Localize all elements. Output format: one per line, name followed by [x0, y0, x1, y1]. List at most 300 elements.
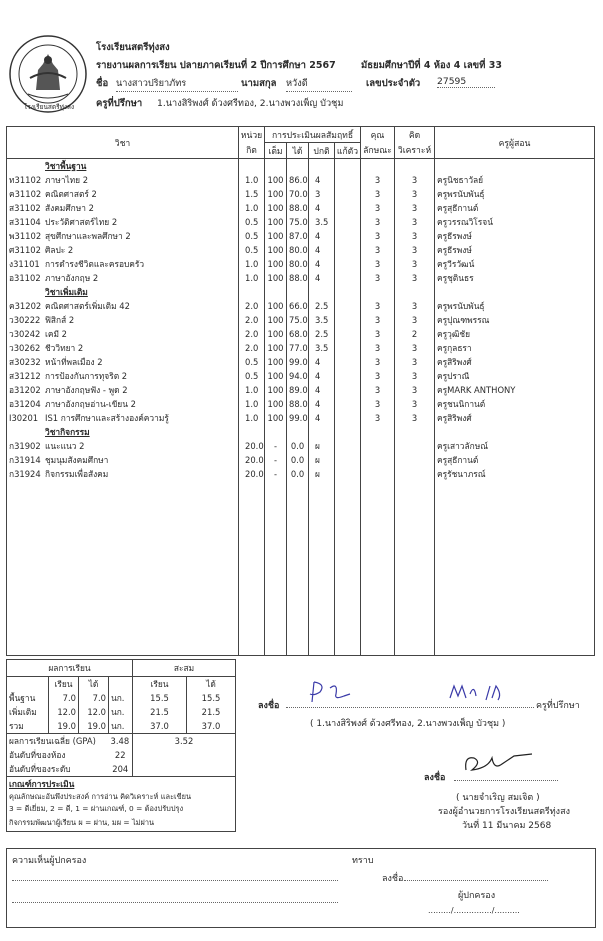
full-score-cell: -: [265, 467, 287, 481]
thinking-cell: 3: [395, 271, 435, 285]
col-full: เต็ม: [265, 143, 287, 159]
subject-code: ง31101: [9, 259, 40, 269]
subject-code: ค31102: [9, 189, 42, 199]
score-cell: 0.0: [287, 453, 309, 467]
thinking-cell: 3: [395, 383, 435, 397]
score-cell: 0.0: [287, 467, 309, 481]
empty-row: [7, 575, 595, 588]
director-name: ( นายจำเริญ สมเจิต ): [456, 793, 540, 803]
col-think: คิด: [395, 127, 435, 143]
credit-cell: 1.0: [239, 397, 265, 411]
character-cell: 3: [361, 327, 395, 341]
character-cell: 3: [361, 243, 395, 257]
credit-cell: 1.0: [239, 271, 265, 285]
subject-name: ชีววิทยา 2: [45, 343, 84, 353]
table-row: [7, 467, 595, 481]
score-cell: 86.0: [287, 173, 309, 187]
subject-name: คณิตศาสตร์ 2: [45, 189, 97, 199]
credit-cell: 2.0: [239, 327, 265, 341]
teacher-cell: ครูนิชธาวัลย์: [435, 173, 595, 187]
teacher-cell: ครูพรนับพันธุ์: [435, 299, 595, 313]
col-eval: การประเมินผลสัมฤทธิ์: [265, 127, 361, 143]
grade-cell: 3.5: [309, 215, 335, 229]
character-cell: 3: [361, 173, 395, 187]
subject-name: ประวัติศาสตร์ไทย 2: [45, 217, 118, 227]
col-normal: ปกติ: [309, 143, 335, 159]
thinking-cell: 3: [395, 187, 435, 201]
table-row: [7, 215, 595, 229]
character-cell: 3: [361, 341, 395, 355]
table-row: [7, 355, 595, 369]
credit-cell: 2.0: [239, 313, 265, 327]
teacher-cell: ครูMARK ANTHONY: [435, 383, 595, 397]
table-row: [7, 327, 595, 341]
grade-cell: ผ: [309, 453, 335, 467]
credit-cell: 0.5: [239, 355, 265, 369]
summary-row: [7, 705, 236, 719]
subject-code: ส31102: [9, 203, 41, 213]
subject-name: หน้าที่พลเมือง 2: [45, 357, 103, 367]
credit-cell: 20.0: [239, 439, 265, 453]
surname-value: หวังดี: [286, 76, 352, 92]
summary-got: 7.0: [79, 691, 109, 705]
table-row: [7, 187, 595, 201]
character-cell: 3: [361, 397, 395, 411]
character-cell: 3: [361, 383, 395, 397]
grade-cell: 4: [309, 369, 335, 383]
character-cell: 3: [361, 201, 395, 215]
character-cell: 3: [361, 313, 395, 327]
subject-name: IS1 การศึกษาและสร้างองค์ความรู้: [45, 413, 169, 423]
director-sign-label: ลงชื่อ: [424, 773, 446, 783]
credit-cell: 1.0: [239, 383, 265, 397]
correction-cell: [335, 299, 361, 313]
subject-code: ว30222: [9, 315, 41, 325]
col-got: ได้: [287, 143, 309, 159]
grade-cell: 3.5: [309, 341, 335, 355]
summary-got: 19.0: [79, 719, 109, 734]
parent-date[interactable]: ........./.............../..........: [428, 906, 520, 915]
class-info: มัธยมศึกษาปีที่ 4 ห้อง 4 เลขที่ 33: [361, 60, 502, 71]
col-char-2: ลักษณะ: [361, 143, 395, 159]
grade-cell: ผ: [309, 467, 335, 481]
character-cell: 3: [361, 187, 395, 201]
grade-cell: 4: [309, 243, 335, 257]
teacher-cell: ครูสิริพงศ์: [435, 355, 595, 369]
thinking-cell: 3: [395, 215, 435, 229]
subject-name: คณิตศาสตร์เพิ่มเติม 42: [45, 301, 130, 311]
grade-cell: 4: [309, 383, 335, 397]
summary-got: 12.0: [79, 705, 109, 719]
subject-code: อ31102: [9, 273, 41, 283]
score-cell: 87.0: [287, 229, 309, 243]
empty-row: [7, 548, 595, 561]
full-score-cell: 100: [265, 271, 287, 285]
full-score-cell: 100: [265, 215, 287, 229]
teacher-cell: ครูพรนับพันธุ์: [435, 187, 595, 201]
grade-cell: 4: [309, 257, 335, 271]
teacher-cell: ครูวรรณวิโรจน์: [435, 215, 595, 229]
credit-cell: 1.0: [239, 201, 265, 215]
gpa-label: ผลการเรียนเฉลี่ย (GPA): [9, 736, 96, 746]
teacher-cell: ครูรัชนาภรณ์: [435, 467, 595, 481]
full-score-cell: 100: [265, 257, 287, 271]
thinking-cell: 3: [395, 201, 435, 215]
correction-cell: [335, 313, 361, 327]
teacher-cell: ครูธีรพงษ์: [435, 243, 595, 257]
advisor-value: 1.นางสิริพงศ์ ด้วงศรีทอง, 2.นางพวงเพ็ญ บัวชุม: [157, 98, 344, 109]
empty-row: [7, 481, 595, 494]
credit-cell: 0.5: [239, 215, 265, 229]
subject-name: เคมี 2: [45, 329, 67, 339]
score-cell: 99.0: [287, 355, 309, 369]
correction-cell: [335, 257, 361, 271]
criteria-line-3: กิจกรรมพัฒนาผู้เรียน ผ = ผ่าน, มผ = ไม่ผ่าน: [9, 818, 155, 828]
parent-opinion-label: ความเห็นผู้ปกครอง: [12, 856, 87, 866]
subject-code: ส30232: [9, 357, 41, 367]
correction-cell: [335, 229, 361, 243]
summary-unit: นก.: [109, 691, 133, 705]
empty-row: [7, 508, 595, 521]
credit-cell: 0.5: [239, 369, 265, 383]
thinking-cell: 3: [395, 257, 435, 271]
full-score-cell: 100: [265, 327, 287, 341]
correction-cell: [335, 243, 361, 257]
subject-name: ชุมนุมสังคมศึกษา: [45, 455, 109, 465]
empty-row: [7, 628, 595, 641]
empty-row: [7, 615, 595, 628]
summary-acc-study: 21.5: [133, 705, 187, 719]
parent-sign-label: ลงชื่อ: [382, 874, 404, 884]
table-row: [7, 173, 595, 187]
advisor-signature-1: [300, 678, 380, 708]
character-cell: 3: [361, 229, 395, 243]
col-think-2: วิเคราะห์: [395, 143, 435, 159]
score-cell: 89.0: [287, 383, 309, 397]
summary-acc-got: 21.5: [201, 707, 221, 717]
grade-cell: ผ: [309, 439, 335, 453]
character-cell: [361, 453, 395, 467]
correction-cell: [335, 369, 361, 383]
full-score-cell: 100: [265, 313, 287, 327]
correction-cell: [335, 215, 361, 229]
table-row: [7, 229, 595, 243]
subject-name: การป้องกันการทุจริต 2: [45, 371, 128, 381]
summary-study: 12.0: [49, 705, 79, 719]
surname-label: นามสกุล: [241, 78, 277, 89]
teacher-cell: ครูวุฒิชัย: [435, 327, 595, 341]
summary-results-label: ผลการเรียน: [7, 660, 133, 677]
col-subject: วิชา: [7, 127, 239, 159]
teacher-cell: ครูกุลธรา: [435, 341, 595, 355]
table-row: [7, 453, 595, 467]
correction-cell: [335, 411, 361, 425]
full-score-cell: 100: [265, 299, 287, 313]
thinking-cell: 3: [395, 397, 435, 411]
table-row: [7, 383, 595, 397]
character-cell: [361, 439, 395, 453]
summary-row-label: พื้นฐาน: [9, 693, 36, 703]
table-row: [7, 243, 595, 257]
col-credit-2: กิต: [239, 143, 265, 159]
summary-acc-study: 15.5: [133, 691, 187, 705]
score-cell: 88.0: [287, 397, 309, 411]
subject-code: ส31212: [9, 371, 41, 381]
subject-code: ท31102: [9, 175, 42, 185]
full-score-cell: 100: [265, 201, 287, 215]
character-cell: 3: [361, 215, 395, 229]
teacher-cell: ครูปราณี: [435, 369, 595, 383]
summary-row-label: รวม: [9, 721, 24, 731]
section-title: วิชากิจกรรม: [45, 427, 90, 437]
teacher-cell: ครูสุธีกานต์: [435, 201, 595, 215]
correction-cell: [335, 201, 361, 215]
summary-got-label: ได้: [79, 677, 109, 692]
teacher-cell: ครูวีรวัฒน์: [435, 257, 595, 271]
table-row: [7, 299, 595, 313]
parent-sign-line[interactable]: [404, 872, 548, 881]
credit-cell: 0.5: [239, 243, 265, 257]
subject-code: ว30262: [9, 343, 41, 353]
subject-code: อ31204: [9, 399, 41, 409]
summary-acc-study: 37.0: [133, 719, 187, 734]
full-score-cell: 100: [265, 187, 287, 201]
full-score-cell: 100: [265, 229, 287, 243]
table-row: [7, 411, 595, 425]
correction-cell: [335, 383, 361, 397]
subject-code: พ31102: [9, 231, 42, 241]
score-cell: 80.0: [287, 257, 309, 271]
grade-cell: 4: [309, 271, 335, 285]
section-header: [7, 285, 595, 299]
full-score-cell: 100: [265, 355, 287, 369]
full-score-cell: -: [265, 439, 287, 453]
grade-cell: 2.5: [309, 299, 335, 313]
level-rank-label: อันดับที่ของระดับ: [9, 764, 71, 774]
subject-name: ภาษาอังกฤษฟัง - พูด 2: [45, 385, 128, 395]
table-row: [7, 369, 595, 383]
credit-cell: 2.0: [239, 299, 265, 313]
full-score-cell: -: [265, 453, 287, 467]
character-cell: 3: [361, 411, 395, 425]
thinking-cell: 2: [395, 327, 435, 341]
empty-row: [7, 588, 595, 601]
empty-row: [7, 521, 595, 534]
thinking-cell: 3: [395, 411, 435, 425]
class-rank-label: อันดับที่ของห้อง: [9, 750, 66, 760]
credit-cell: 20.0: [239, 453, 265, 467]
correction-cell: [335, 187, 361, 201]
grade-cell: 4: [309, 355, 335, 369]
correction-cell: [335, 173, 361, 187]
credit-cell: 2.0: [239, 341, 265, 355]
school-name: โรงเรียนสตรีทุ่งสง: [96, 42, 170, 53]
summary-unit: นก.: [109, 705, 133, 719]
col-teacher: ครูผู้สอน: [435, 127, 595, 159]
col-correction: แก้ตัว: [335, 143, 361, 159]
summary-study-label: เรียน: [49, 677, 79, 692]
criteria-line-2: 3 = ดีเยี่ยม, 2 = ดี, 1 = ผ่านเกณฑ์, 0 = ต้องปรับปรุง: [9, 804, 184, 814]
character-cell: 3: [361, 355, 395, 369]
summary-table: [6, 659, 236, 832]
summary-acc-got: 15.5: [201, 693, 221, 703]
id-label: เลขประจำตัว: [366, 78, 421, 89]
correction-cell: [335, 355, 361, 369]
report-title: รายงานผลการเรียน ปลายภาคเรียนที่ 2 ปีการศึกษา 2567: [96, 60, 336, 71]
score-cell: 88.0: [287, 201, 309, 215]
grade-cell: 4: [309, 397, 335, 411]
summary-acc-study-label: เรียน: [133, 677, 187, 692]
subject-name: ภาษาไทย 2: [45, 175, 89, 185]
subject-code: ก31902: [9, 441, 41, 451]
grade-cell: 4: [309, 201, 335, 215]
summary-study: 19.0: [49, 719, 79, 734]
thinking-cell: 3: [395, 299, 435, 313]
summary-study: 7.0: [49, 691, 79, 705]
table-row: [7, 397, 595, 411]
subject-code: ศ31102: [9, 245, 41, 255]
correction-cell: [335, 341, 361, 355]
credit-cell: 20.0: [239, 467, 265, 481]
criteria-title: เกณฑ์การประเมิน: [9, 779, 75, 789]
thinking-cell: 3: [395, 229, 435, 243]
score-cell: 0.0: [287, 439, 309, 453]
grades-table: [6, 126, 595, 656]
character-cell: 3: [361, 369, 395, 383]
score-cell: 75.0: [287, 313, 309, 327]
character-cell: 3: [361, 257, 395, 271]
subject-name: การดำรงชีวิตและครอบครัว: [45, 259, 145, 269]
full-score-cell: 100: [265, 173, 287, 187]
teacher-cell: ครูชนนิกานต์: [435, 397, 595, 411]
empty-row: [7, 494, 595, 507]
thinking-cell: [395, 453, 435, 467]
thinking-cell: 3: [395, 243, 435, 257]
correction-cell: [335, 467, 361, 481]
empty-row: [7, 642, 595, 656]
score-cell: 70.0: [287, 187, 309, 201]
subject-name: ภาษาอังกฤษ 2: [45, 273, 99, 283]
subject-name: กิจกรรมเพื่อสังคม: [45, 469, 109, 479]
table-row: [7, 313, 595, 327]
score-cell: 80.0: [287, 243, 309, 257]
subject-name: สังคมศึกษา 2: [45, 203, 94, 213]
thinking-cell: [395, 439, 435, 453]
logo-text: โรงเรียนสตรีทุ่งสง: [23, 103, 75, 111]
advisor-label: ครูที่ปรึกษา: [96, 98, 143, 109]
teacher-cell: ครูเสาวลักษณ์: [435, 439, 595, 453]
credit-cell: 1.0: [239, 411, 265, 425]
thinking-cell: [395, 467, 435, 481]
subject-name: ฟิสิกส์ 2: [45, 315, 75, 325]
gpa-acc-value: 3.52: [174, 736, 194, 746]
correction-cell: [335, 327, 361, 341]
thinking-cell: 3: [395, 313, 435, 327]
table-row: [7, 257, 595, 271]
subject-code: I30201: [9, 413, 39, 423]
criteria-line-1: คุณลักษณะอันพึงประสงค์ การอ่าน คิดวิเคราะห์ และเขียน: [9, 792, 191, 802]
table-row: [7, 341, 595, 355]
grade-cell: 2.5: [309, 327, 335, 341]
gpa-value: 3.48: [109, 734, 133, 749]
subject-name: ศิลปะ 2: [45, 245, 74, 255]
subject-code: ว30242: [9, 329, 41, 339]
full-score-cell: 100: [265, 369, 287, 383]
grade-cell: 3.5: [309, 313, 335, 327]
name-label: ชื่อ: [96, 78, 109, 89]
credit-cell: 1.5: [239, 187, 265, 201]
subject-code: ส31104: [9, 217, 41, 227]
grade-cell: 4: [309, 173, 335, 187]
thinking-cell: 3: [395, 341, 435, 355]
character-cell: 3: [361, 271, 395, 285]
director-signature: [458, 748, 538, 778]
id-value: 27595: [437, 76, 495, 88]
credit-cell: 0.5: [239, 229, 265, 243]
credit-cell: 1.0: [239, 173, 265, 187]
level-rank-value: 204: [109, 762, 133, 777]
teacher-cell: ครูธีรพงษ์: [435, 229, 595, 243]
character-cell: 3: [361, 299, 395, 313]
subject-code: ก31914: [9, 455, 41, 465]
summary-row-label: เพิ่มเติม: [9, 707, 37, 717]
subject-code: ก31924: [9, 469, 41, 479]
col-credit: หน่วย: [239, 127, 265, 143]
empty-row: [7, 535, 595, 548]
col-char: คุณ: [361, 127, 395, 143]
summary-acc-got: 37.0: [201, 721, 221, 731]
report-date: วันที่ 11 มีนาคม 2568: [462, 821, 552, 831]
summary-row: [7, 719, 236, 734]
score-cell: 68.0: [287, 327, 309, 341]
teacher-cell: ครูชุตินธร: [435, 271, 595, 285]
score-cell: 66.0: [287, 299, 309, 313]
grade-cell: 4: [309, 411, 335, 425]
full-score-cell: 100: [265, 397, 287, 411]
parent-opinion-line-2[interactable]: [12, 894, 338, 903]
subject-name: ภาษาอังกฤษอ่าน-เขียน 2: [45, 399, 136, 409]
summary-unit: นก.: [109, 719, 133, 734]
parent-section: [6, 848, 596, 928]
empty-row: [7, 561, 595, 574]
thinking-cell: 3: [395, 369, 435, 383]
subject-code: ค31202: [9, 301, 42, 311]
parent-role: ผู้ปกครอง: [458, 891, 496, 901]
section-title: วิชาเพิ่มเติม: [45, 287, 88, 297]
advisor-role: ครูที่ปรึกษา: [536, 701, 580, 711]
empty-row: [7, 602, 595, 615]
score-cell: 94.0: [287, 369, 309, 383]
parent-opinion-line-1[interactable]: [12, 872, 338, 881]
teacher-cell: ครูสุธีกานต์: [435, 453, 595, 467]
section-title: วิชาพื้นฐาน: [45, 161, 87, 171]
section-header: [7, 159, 595, 174]
summary-accum-label: สะสม: [173, 663, 195, 673]
table-row: [7, 201, 595, 215]
full-score-cell: 100: [265, 243, 287, 257]
thinking-cell: 3: [395, 355, 435, 369]
correction-cell: [335, 271, 361, 285]
full-score-cell: 100: [265, 411, 287, 425]
score-cell: 75.0: [287, 215, 309, 229]
summary-row: [7, 691, 236, 705]
correction-cell: [335, 397, 361, 411]
full-score-cell: 100: [265, 383, 287, 397]
subject-code: อ31202: [9, 385, 41, 395]
correction-cell: [335, 453, 361, 467]
advisor-sign-label: ลงชื่อ: [258, 701, 280, 711]
parent-ack-label: ทราบ: [352, 856, 374, 866]
